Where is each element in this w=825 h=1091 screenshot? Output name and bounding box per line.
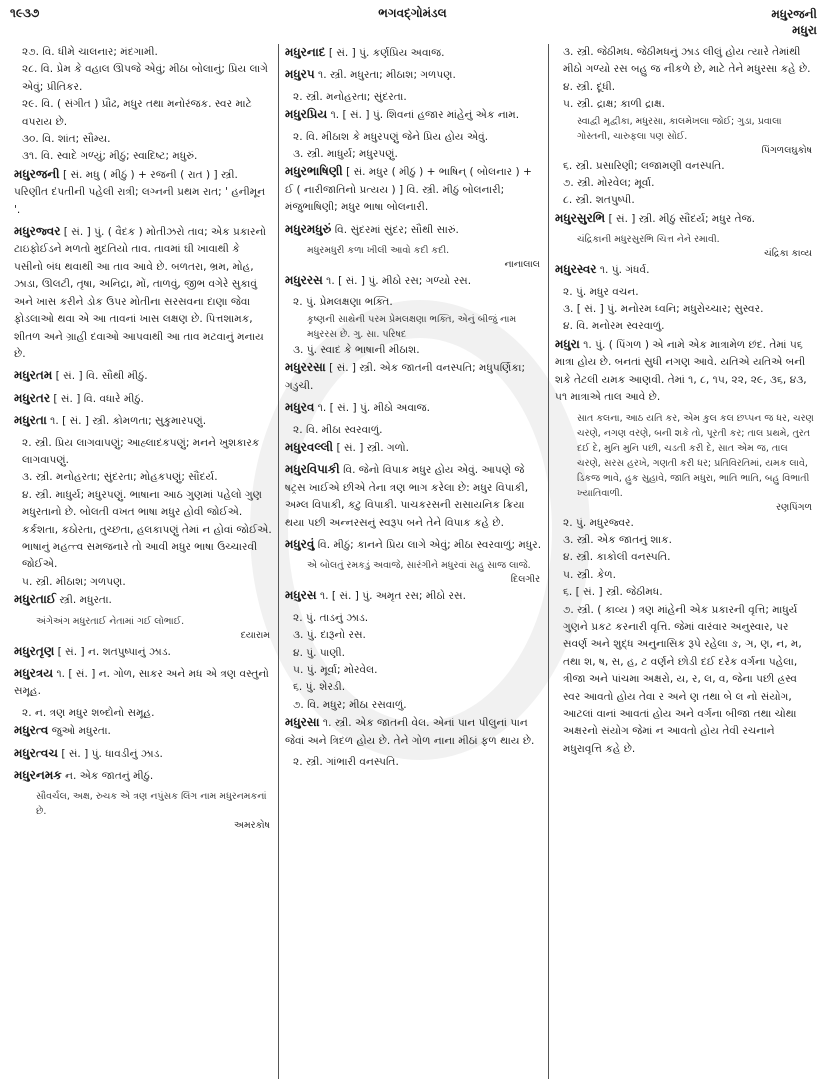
headword: મધુરવ [285,400,315,415]
dictionary-entry [285,163,542,216]
dictionary-entry [285,106,542,124]
definition: ૧. સ્ત્રી. મધુરતા; મીઠાશ; ગળપણ. [314,69,456,82]
definition: જુઓ મધુરતા. [48,725,111,738]
definition: [ સં. ] સ્ત્રી. મીઠું સૌંદર્ય; મધુર તેજ. [605,212,755,225]
dictionary-entry [14,367,272,385]
dictionary-entry [14,745,272,763]
guide-word-first: મધુરજની [771,7,817,21]
sense-definition: ૨૯. વિ. ( સંગીત ) પ્રૌઢ, મધુર તથા મનોરંજક. સ્વર માટે વપરાય છે. [22,98,252,128]
definition: [ સં. મધુ ( મીઠું ) + રજની ( રાત ) ] સ્ત્રી. પરિણીત દંપતીની પહેલી રાત્રી; લગ્નની પ્રથમ રાત; ' હનીમૂન '. [14,168,266,216]
headword: મધુરમધુરું [285,221,332,236]
quotation: અંગેઅંગ મધુરતાઈ નેતામાં ગઈ લોભાઈ. [36,615,185,627]
headword: મધુરતાઈ [14,592,57,607]
quotation: એ બોલતું રમકડું અવાજે, સારંગીને મધુરવાં સહુ સાજ લાજે. [307,560,531,572]
quotation: સ્વાદ્વી મૃદ્વીકા, મધુરસા, કાલમેખલા જોઈ; ગુડા, પ્રવાલા ગોસ્તની, ચારુફલા પણ સોઈ. [577,115,782,142]
definition: [ સં. મધુર ( મીઠું ) + ભાષિન્ ( બોલનાર ) + ઈ ( નારીજાતિનો પ્રત્યય ) ] વિ. સ્ત્રી. મીઠું બોલનારી; મંજુભાષિણી; મધુર ભાષા બોલનારી. [285,166,532,214]
definition: ૧. સ્ત્રી. એક જાતની વેલ. એનાં પાન પીલુનાં પાન જેવાં અને ત્રિદળ હોય છે. તેને ગોળ નાના મીઠાં ફળ થાય છે. [285,717,535,747]
headword: મધુરવલ્લી [285,439,334,454]
dictionary-columns [0,44,825,1084]
quotation: મધુરમધુરી કળા ખીલી આવો કદી કદી. [307,245,450,257]
quotation: ચંદ્રિકાની મધુરસુરભિ ચિત્ત નેને રમાવી. [577,234,720,246]
dictionary-entry [285,272,542,290]
headword: મધુરતા [14,413,47,428]
dictionary-entry [285,221,542,239]
headword: મધુરસુરભિ [555,210,606,225]
headword: મધુરતર [14,390,51,405]
sense-definition: ૨. પું. તાડનું ઝાડ. [293,611,369,624]
headword: મધુરત્વચ [14,745,58,760]
sense-definition: ૬. સ્ત્રી. પ્રસારિણી; લજામણી વનસ્પતિ. [563,159,725,172]
headword: મધુરપ [285,67,315,82]
sense-definition: ૨. સ્ત્રી. ગાંભારી વનસ્પતિ. [293,756,399,768]
dictionary-entry [285,461,542,532]
sense-definition: ૭. સ્ત્રી. ( કાવ્ય ) ત્રણ માંહેની એક પ્રકારની વૃત્તિ; માધુર્ય ગુણને પ્રકટ કરનારી વૃત્તિ. જેમાં વારંવાર અનુસ્વાર, પર સવર્ણ અને શુદ્ધ અનુનાસિક રૂપે રહેલા ઙ, ઞ, ણ, ન, મ, તથા શ, ષ, સ, હ, ટ વર્ણને છોડી દઈ દરેક વર્ગના પહેલા, ત્રીજા અને પાંચમા અક્ષરો, ય, ર, લ, વ, જેના પછી હ્રસ્વ સ્વર આવતો હોય તેવા ર અને ણ તથા બે લ નો સંયોગ, આટલાં વાનાં આવતાં હોય અને વર્ગના બીજા તથા ચોથા અક્ષરનો સંયોગ જેમાં ન આવતો હોય તેવી રચનાને મધુરાવૃત્તિ કહે છે. [563,603,802,755]
column-2 [278,44,548,1079]
sense-definition: ૩૧. વિ. સ્વાદે ગળ્યું; મીઠું; સ્વાદિષ્ટ; મધુરું. [22,150,198,163]
sense-definition: ૫. સ્ત્રી. મીઠાશ; ગળપણ. [22,575,126,588]
sense-definition: ૨. ન. ત્રણ મધુર શબ્દોનો સમૂહ. [22,706,155,719]
definition: [ સં. ] વિ. સૌથી મીઠું. [52,370,148,383]
definition: [ સં. ] સ્ત્રી. એક જાતની વનસ્પતિ; મધુપર્ણિકા; ગડુચી. [285,362,526,392]
dictionary-entry [285,66,542,84]
headword: મધુરભાષિણી [285,164,343,179]
sense-definition: ૭. સ્ત્રી. મોરવેલ; મૂર્વા. [563,177,655,190]
definition: [ સં. ] વિ. વધારે મીઠું. [50,392,144,405]
sense-definition: ૭. વિ. મધુર; મીઠા રસવાળું. [293,698,407,711]
quotation: સૌવર્ચલ, અક્ષ, રુચક એ ત્રણ નપુંસક લિંગ નામ મધુરનમકનાં છે. [36,791,267,818]
dictionary-entry [14,166,272,219]
dictionary-entry [14,412,272,430]
definition: વિ. જેનો વિપાક મધુર હોય એવું. આપણે જે ષટ્રસ ખાઈએ છીએ તેના ત્રણ ભાગ કરેલા છે: મધુર વિપાકી, અમ્લ વિપાકી, કટુ વિપાકી. પાચકરસની રાસાયનિક ક્રિયા થયા પછી અન્નરસનું સ્વરૂપ બને તેને વિપાક કહે છે. [285,464,529,529]
dictionary-entry [285,359,542,395]
headword: મધુરા [555,336,580,351]
sense-definition: ૮. સ્ત્રી. શતપુષ્પી. [563,194,635,207]
definition: ૧. [ સં. ] ન. ગોળ, સાકર અને મધ એ ત્રણ વસ્તુનો સમૂહ. [14,668,269,698]
sense-definition: ૩૦. વિ. શાંત; સૌમ્ય. [22,133,111,146]
definition: ૧. [ સં. ] સ્ત્રી. કોમળતા; સુકુમારપણું. [46,415,207,428]
sense-definition: ૫. સ્ત્રી. દ્રાક્ષ; કાળી દ્રાક્ષ. [563,98,666,111]
definition: ન. એક જાતનું મીઠું. [61,770,154,783]
column-1 [8,44,278,1079]
definition: ૧. [ સં. ] પું. મીઠો રસ; ગળ્યો રસ. [322,275,472,288]
dictionary-entry [14,223,272,363]
dictionary-entry [285,587,542,605]
dictionary-entry [555,261,814,279]
headword: મધુરતૃણ [14,643,55,658]
headword: મધુરત્વ [14,723,49,738]
definition: વિ. મીઠું; કાનને પ્રિય લાગે એવું; મીઠા સ્વરવાળું; મધુર. [314,538,542,551]
headword: મધુરરસ [285,273,323,288]
page-number: ૧૯૩૭ [10,6,40,20]
headword: મધુરવિપાકી [285,462,340,477]
definition: [ સં. ] ન. શતપુષ્પાનું ઝાડ. [54,645,171,658]
definition: ૧. પું. ( પિંગળ ) એ નામે એક માત્રામેળ છંદ. તેમાં ૫૬ માત્રા હોય છે. બનતાં સુધી નગણ આવે. યતિએ યતિએ બની શકે તેટલી યમક આણવી. તેમાં ૧, ૮, ૧૫, ૨૨, ૨૯, ૩૬, ૪૩, ૫૧ માત્રાએ તાલ આવે છે. [555,338,807,404]
sense-definition: ૩. સ્ત્રી. મનોહરતા; સુંદરતા; મોહકપણું; સૌંદર્ય. [22,471,218,484]
quotation-source: દિલગીર [510,574,540,586]
sense-definition: ૩. [ સં. ] પું. મનોરમ ધ્વનિ; મધુરોચ્ચાર; સુસ્વર. [563,303,764,316]
sense-definition: ૩. સ્ત્રી. એક જાતનું શાક. [563,533,672,546]
quotation: સાત કલના, આઠ યતિ કર, એમ કુલ કલ છપ્પન જ ધર, ચરણ ચરણે, નગણ વરણે, બની શકે તો, પૂરતી કર; તાલ પ્રથમે, તુરત દઈ દે, મુનિ મુનિ પછી, ચડતી કરી દે, સાત એમ જ, તાલ ચરણે, સરસ હરખે, ગણતી કરી ધર; પ્રતિવિરતિમાં, યમક લાવે, ડિકજ ભાવે, હુક સુહાવે, જાતિ મધુરા, ભાતિ ભાતિ, બહુ વિભાતી ખ્યાતિવાળી. [577,412,814,499]
headword: મધુરસ [285,588,317,603]
sense-definition: ૩. પું. દારૂનો રસ. [293,629,366,642]
quotation-source: ચંદ્રિકા કાવ્ય [764,248,812,260]
sense-definition: ૪. સ્ત્રી. દૂધી. [563,80,616,93]
sense-definition: ૪. સ્ત્રી. કાકોલી વનસ્પતિ. [563,551,671,564]
quotation-source: અમરકોષ [233,820,270,832]
guide-words [771,6,817,38]
sense-definition: ૨. પું. પ્રેમલક્ષણા ભક્તિ. [293,296,393,309]
dictionary-entry [555,336,814,407]
definition: [ સં. ] પું. ધાવડીનું ઝાડ. [57,747,163,760]
sense-definition: ૨૮. વિ. પ્રેમ કે વહાલ ઊપજે એવું; મીઠા બોલાનું; પ્રિય લાગે એવું; પ્રીતિકર. [22,63,268,93]
headword: મધુરત્રય [14,666,54,680]
sense-definition: ૨. વિ. મીઠાશ કે મધુરપણું જેને પ્રિય હોય એવું. [293,130,489,143]
sense-definition: ૪. વિ. મનોરમ સ્વરવાળું. [563,320,665,333]
dictionary-entry [285,439,542,457]
dictionary-entry [14,665,272,701]
quotation: કૃષ્ણની સાથેની પરમ પ્રેમલક્ષણા ભક્તિ, એનું બીજું નામ મધુરરસ છે. ગુ. સા. પરિષદ [307,313,517,340]
dictionary-entry [555,210,814,228]
sense-definition: ૪. સ્ત્રી. માધુર્ય; મધુરપણું. ભાષાના આઠ ગુણમાં પહેલો ગુણ મધુરતાનો છે. બોલતી વખત ભાષા મધુર હોવી જોઈએ. કર્કશતા, કઠોરતા, તુચ્છતા, હલકાપણું તેમાં ન હોવાં જોઈએ. ભાષાનું મહત્ત્વ સમજનારે તો આવી મધુર ભાષા ઉચ્ચારવી જોઈએ. [22,488,272,571]
sense-definition: ૨. સ્ત્રી. મનોહરતા; સુંદરતા. [293,90,407,103]
headword: મધુરનાદ [285,45,326,59]
headword: મધુરવું [285,536,315,551]
headword: મધુરતમ [14,368,53,383]
sense-definition: ૨. પું. મધુર વચન. [563,285,639,298]
definition: [ સં. ] પું. કર્ણપ્રિય અવાજ. [325,47,445,59]
definition: સ્ત્રી. મધુરતા. [56,594,112,607]
headword: મધુરરસા [285,360,326,375]
definition: [ સં. ] સ્ત્રી. ગળો. [333,441,410,454]
quotation-source: પિંગળલઘુકોષ [761,144,812,156]
dictionary-entry [285,399,542,417]
quotation-source: દયારામ [240,629,270,641]
sense-definition: ૩. પું. સ્વાદ કે ભાષાની મીઠાશ. [293,343,420,356]
sense-definition: ૬. [ સં. ] સ્ત્રી. જેઠીમધ. [563,586,663,599]
definition: વિ. સુંદરમાં સુંદર; સૌથી સારું. [331,223,459,236]
sense-definition: ૫. પું. મૂર્વા; મોરવેલ. [293,663,378,676]
sense-definition: ૫. સ્ત્રી. કેળ. [563,568,617,581]
sense-definition: ૨. પું. મધુરજ્વર. [563,516,634,529]
sense-definition: ૪. પું. પાણી. [293,646,346,659]
dictionary-entry [285,536,542,554]
dictionary-entry [14,390,272,408]
sense-definition: ૩. સ્ત્રી. જેઠીમધ. જેઠીમધનું ઝાડ લીલું હોય ત્યારે તેમાંથી મીઠો ગળ્યો રસ બહુ જ નીકળે છે, માટે તેને મધુરસા કહે છે. [563,46,811,76]
headword: મધુરપ્રિય [285,107,328,122]
sense-definition: ૩. સ્ત્રી. માધુર્ય; મધુરપણું. [293,148,398,161]
dictionary-entry [14,767,272,785]
sense-definition: ૨૭. વિ. ધીમે ચાલનાર; મંદગામી. [22,46,158,58]
quotation-source: રણપિંગળ [776,501,812,513]
page-header [0,4,825,40]
dictionary-entry [285,714,542,750]
definition: ૧. [ સં. ] પું. અમૃત રસ; મીઠો રસ. [316,590,466,603]
sense-definition: ૬. પું. શેરડી. [293,681,346,694]
definition: ૧. [ સં. ] પું. શિવનાં હજાર માંહેનું એક નામ. [327,109,520,122]
column-3 [548,44,820,1079]
headword: મધુરજ્વર [14,224,61,239]
guide-word-last: મધુરા [792,23,817,37]
definition: ૧. પું. ગંધર્વ. [596,264,650,277]
headword: મધુરસ્વર [555,262,597,277]
dictionary-entry [285,44,542,62]
dictionary-entry [14,643,272,661]
dictionary-entry [14,591,272,609]
definition: ૧. [ સં. ] પું. મીઠો અવાજ. [314,402,431,415]
headword: મધુરસા [285,715,320,730]
quotation-source: નાનાલાલ [504,259,540,271]
headword: મધુરનમક [14,768,62,783]
dictionary-entry [14,722,272,740]
sense-definition: ૨. વિ. મીઠા સ્વરવાળું. [293,423,383,436]
book-title: ભગવદ્ગોમંડલ [378,6,447,20]
headword: મધુરજની [14,166,60,181]
definition: [ સં. ] પું. ( વૈદક ) મોતીઝરો તાવ; એક પ્રકારનો ટાઇફોઈડને મળતો મુદતિયો તાવ. તાવમાં ઘી ખાવાથી કે પસીનો બંધ થવાથી આ તાવ આવે છે. બળતરા, ભ્રમ, મોહ, ઝાડા, ઊલટી, તૃષા, અનિદ્રા, મોં, તાળવું, જીભ વગેરે સુકાવું અને ખાસ કરીને ડોક ઉપર મોતીના સરસવના દાણા જેવા ફોડલાઓ થવા એ આ તાવનાં ખાસ લક્ષણ છે. પિત્તશામક, શીતળ અને ગ્રાહી દવાઓ આપવાથી આ તાવ મટવાનું મનાય છે. [14,226,266,360]
sense-definition: ૨. સ્ત્રી. પ્રિય લાગવાપણું; આહ્લાદકપણું; મનને ખુશકારક લાગવાપણું. [22,436,260,466]
